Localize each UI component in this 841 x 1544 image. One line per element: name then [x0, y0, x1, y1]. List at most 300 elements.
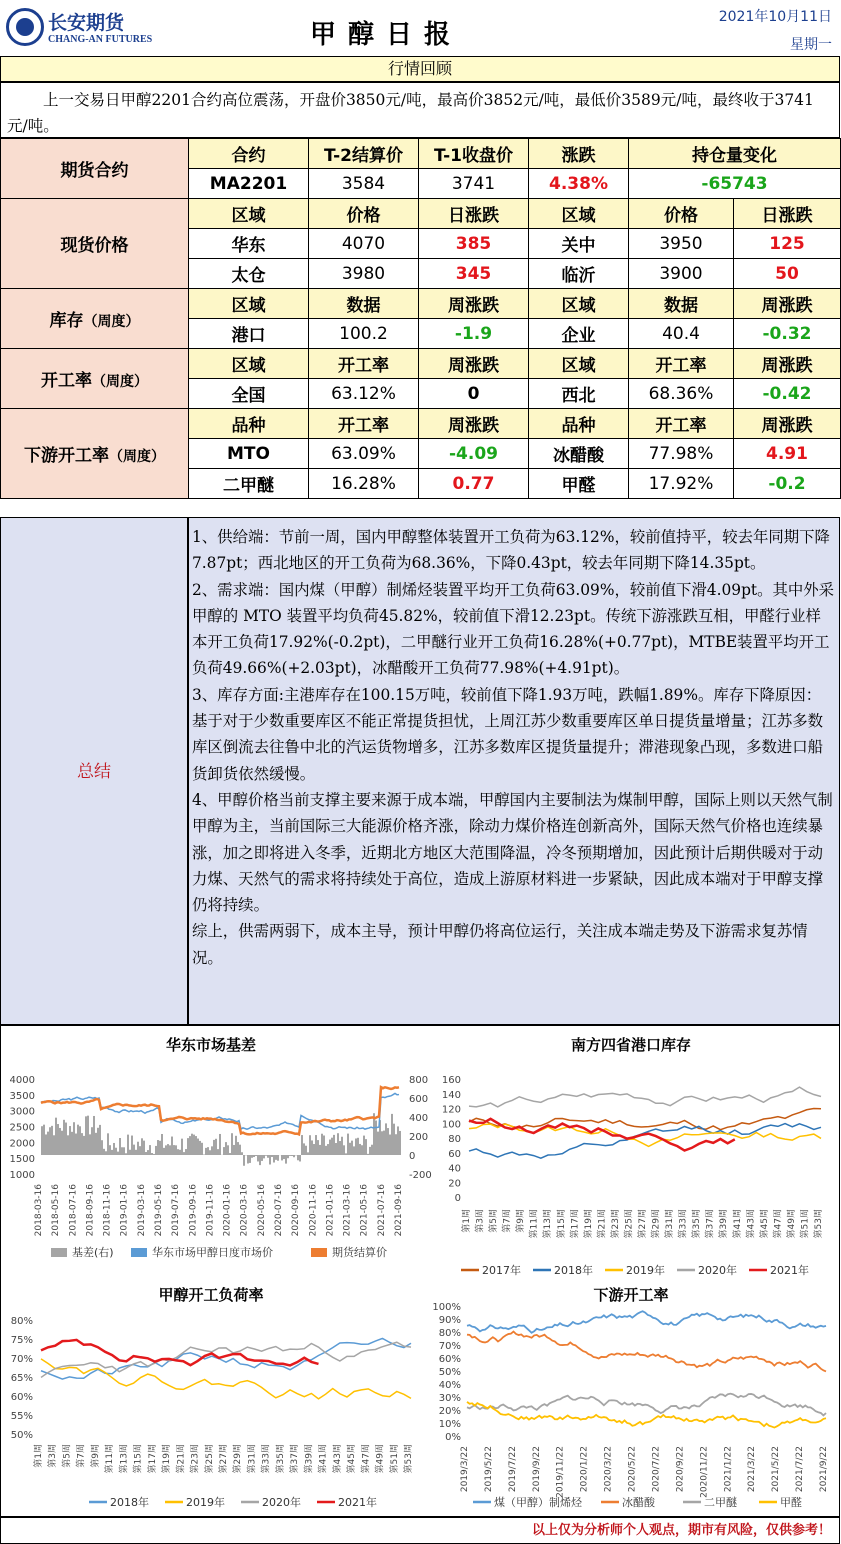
- basis-bar: [213, 1140, 215, 1155]
- basis-bar: [287, 1155, 289, 1158]
- futures-h-oi: 持仓量变化: [629, 139, 841, 169]
- legend-swatch: [311, 1248, 327, 1257]
- y-tick-label: 10%: [438, 1419, 461, 1430]
- basis-bar: [123, 1147, 125, 1155]
- x-tick-label: 第19周: [162, 1444, 173, 1474]
- x-tick-label: 2019-07-16: [171, 1184, 182, 1237]
- basis-bar: [309, 1135, 311, 1155]
- basis-bar: [141, 1138, 143, 1155]
- basis-bar: [313, 1144, 315, 1155]
- x-tick-label: 第29周: [651, 1209, 662, 1239]
- y-tick-label: 40: [448, 1163, 461, 1175]
- y2-tick-label: 400: [409, 1113, 429, 1124]
- x-tick-label: 2019-05-16: [154, 1184, 164, 1237]
- operating-period: （周度）: [92, 374, 148, 390]
- x-tick-label: 2021/9/22: [819, 1446, 829, 1493]
- basis-bar: [165, 1145, 167, 1155]
- ds-h-change2: 周涨跌: [734, 409, 841, 439]
- x-tick-label: 第3周: [475, 1209, 486, 1233]
- x-tick-label: 第23周: [610, 1209, 621, 1239]
- futures-label: 期货合约: [1, 139, 189, 199]
- x-tick-label: 2020-05-16: [256, 1184, 267, 1237]
- market-review-text: 上一交易日甲醇2201合约高位震荡，开盘价3850元/吨，最高价3852元/吨，最低价3589元/吨，最终收于3741元/吨。: [0, 82, 840, 138]
- basis-bar: [111, 1150, 113, 1155]
- x-tick-label: 第47周: [773, 1209, 784, 1239]
- basis-bar: [329, 1140, 331, 1155]
- basis-bar: [203, 1154, 205, 1155]
- x-tick-label: 第33周: [678, 1209, 689, 1239]
- spot-h-change: 日涨跌: [419, 199, 529, 229]
- basis-bar: [53, 1135, 55, 1155]
- ds-rate: 77.98%: [629, 439, 734, 469]
- basis-bar: [91, 1127, 93, 1155]
- basis-bar: [293, 1155, 295, 1157]
- basis-bar: [341, 1137, 343, 1155]
- inv-h-change2: 周涨跌: [734, 289, 841, 319]
- basis-bar: [137, 1142, 139, 1155]
- basis-bar: [173, 1145, 175, 1155]
- basis-bar: [197, 1139, 199, 1155]
- spot-change: 50: [734, 259, 841, 289]
- data-table: [0, 138, 841, 499]
- basis-bar: [95, 1133, 97, 1155]
- x-tick-label: 第43周: [332, 1444, 343, 1474]
- y-tick-label: 20%: [438, 1406, 461, 1417]
- basis-bar: [323, 1136, 325, 1155]
- basis-bar: [211, 1146, 213, 1155]
- chart-downstream-rate: [421, 1284, 841, 1514]
- spot-region: 临沂: [529, 259, 629, 289]
- basis-bar: [93, 1116, 95, 1155]
- op-h-region: 区域: [189, 349, 309, 379]
- report-weekday: 星期一: [790, 37, 832, 53]
- x-tick-label: 第25周: [204, 1444, 215, 1474]
- basis-bar: [353, 1146, 355, 1155]
- basis-bar: [235, 1136, 237, 1155]
- basis-bar: [249, 1155, 251, 1163]
- downstream-period: （周度）: [109, 449, 165, 465]
- series-line-3: [469, 1087, 821, 1107]
- basis-bar: [81, 1133, 83, 1155]
- x-tick-label: 2021-09-16: [394, 1184, 404, 1237]
- basis-bar: [307, 1152, 309, 1155]
- basis-bar: [227, 1145, 229, 1155]
- ds-kind: 甲醛: [529, 469, 629, 499]
- x-tick-label: 第7周: [502, 1209, 513, 1233]
- basis-bar: [181, 1139, 183, 1155]
- basis-bar: [305, 1146, 307, 1155]
- x-tick-label: 2021-03-16: [342, 1184, 353, 1237]
- inv-h-region: 区域: [189, 289, 309, 319]
- ds-change: -4.09: [419, 439, 529, 469]
- x-tick-label: 2019/3/22: [460, 1446, 470, 1493]
- inventory-period: （周度）: [83, 314, 140, 330]
- basis-bar: [77, 1125, 79, 1155]
- report-header: [0, 0, 840, 56]
- x-tick-label: 第11周: [529, 1209, 540, 1239]
- basis-bar: [325, 1146, 327, 1155]
- y-tick-label: 2000: [9, 1138, 35, 1150]
- basis-bar: [303, 1143, 305, 1155]
- series-line-0: [467, 1311, 826, 1333]
- basis-bar: [151, 1153, 153, 1155]
- chart-svg: [421, 1034, 841, 1277]
- basis-bar: [237, 1142, 239, 1155]
- legend-label: 2019年: [186, 1496, 225, 1509]
- x-tick-label: 第13周: [543, 1209, 554, 1239]
- report-date: 2021年10月11日: [718, 9, 832, 25]
- x-tick-label: 2020/11/22: [699, 1446, 710, 1498]
- futures-change: 4.38%: [529, 169, 629, 199]
- basis-bar: [383, 1131, 385, 1155]
- operating-label-text: 开工率: [41, 371, 92, 391]
- y-tick-label: 55%: [10, 1411, 33, 1422]
- x-tick-label: 2020-07-16: [274, 1184, 284, 1237]
- op-rate: 68.36%: [629, 379, 734, 409]
- x-tick-label: 2021-05-16: [359, 1184, 370, 1237]
- basis-bar: [47, 1132, 49, 1155]
- x-tick-label: 第15周: [556, 1209, 567, 1239]
- x-tick-label: 第49周: [375, 1444, 386, 1474]
- futures-settle: 3584: [309, 169, 419, 199]
- op-h-region2: 区域: [529, 349, 629, 379]
- spot-label: 现货价格: [1, 199, 189, 289]
- basis-bar: [253, 1155, 255, 1157]
- basis-bar: [275, 1155, 277, 1160]
- basis-bar: [189, 1136, 191, 1155]
- basis-bar: [217, 1149, 219, 1155]
- spot-price: 3900: [629, 259, 734, 289]
- basis-bar: [89, 1134, 91, 1155]
- basis-bar: [103, 1149, 105, 1155]
- spot-price: 3980: [309, 259, 419, 289]
- basis-bar: [215, 1139, 217, 1155]
- x-tick-label: 第5周: [489, 1209, 500, 1233]
- basis-bar: [357, 1138, 359, 1155]
- x-tick-label: 2021-01-16: [325, 1184, 336, 1237]
- basis-bar: [239, 1145, 241, 1155]
- spot-h-price2: 价格: [629, 199, 734, 229]
- basis-bar: [355, 1138, 357, 1155]
- legend-label: 基差(右): [72, 1246, 114, 1259]
- chart-title: 华东市场基差: [165, 1036, 256, 1054]
- x-tick-label: 2019-01-16: [119, 1184, 130, 1237]
- chang-an-logo-icon: [6, 8, 44, 46]
- chart-port-inventory: [421, 1034, 841, 1277]
- basis-bar: [135, 1150, 137, 1155]
- x-tick-label: 2018-07-16: [68, 1184, 79, 1237]
- basis-bar: [153, 1154, 155, 1155]
- inventory-label-text: 库存: [49, 311, 84, 331]
- basis-bar: [321, 1134, 323, 1155]
- basis-bar: [335, 1143, 337, 1155]
- basis-bar: [169, 1145, 171, 1155]
- series-line-0: [41, 1338, 411, 1379]
- series-line-2: [467, 1394, 826, 1416]
- futures-h-change: 涨跌: [529, 139, 629, 169]
- summary-p5: 综上，供需两弱下，成本主导，预计甲醇仍将高位运行，关注成本端走势及下游需求复苏情况。: [192, 922, 808, 967]
- basis-bar: [117, 1152, 119, 1155]
- spot-region: 华东: [189, 229, 309, 259]
- basis-bar: [369, 1147, 371, 1155]
- basis-bar: [71, 1132, 73, 1155]
- brand-name-en: CHANG-AN FUTURES: [48, 34, 153, 45]
- x-tick-label: 第31周: [247, 1444, 258, 1474]
- inv-h-data2: 数据: [629, 289, 734, 319]
- basis-bar: [83, 1136, 85, 1155]
- y-tick-label: 4000: [9, 1075, 35, 1086]
- basis-bar: [79, 1126, 81, 1155]
- basis-bar: [233, 1145, 235, 1155]
- x-tick-label: 2019-11-16: [205, 1184, 216, 1237]
- legend-swatch: [131, 1248, 147, 1257]
- x-tick-label: 2021-07-16: [376, 1184, 387, 1237]
- basis-bar: [129, 1150, 131, 1155]
- spot-change: 345: [419, 259, 529, 289]
- y-tick-label: 2500: [9, 1122, 35, 1134]
- basis-bar: [299, 1155, 301, 1161]
- chart-svg: [421, 1284, 841, 1514]
- basis-bar: [179, 1150, 181, 1155]
- series-line-1: [41, 1359, 411, 1399]
- x-tick-label: 第43周: [746, 1209, 757, 1239]
- y-tick-label: 50%: [438, 1367, 461, 1378]
- basis-bar: [99, 1125, 101, 1155]
- basis-bar: [63, 1120, 65, 1155]
- y-tick-label: 80%: [438, 1328, 461, 1339]
- basis-bar: [59, 1128, 61, 1155]
- chart-title: 下游开工率: [593, 1286, 669, 1304]
- basis-bar: [317, 1140, 319, 1155]
- basis-bar: [247, 1155, 249, 1163]
- y-tick-label: 30%: [438, 1393, 461, 1404]
- basis-bar: [161, 1134, 163, 1155]
- basis-bar: [115, 1148, 117, 1155]
- series-line-3: [41, 1340, 319, 1366]
- basis-bar: [347, 1134, 349, 1155]
- disclaimer: 以上仅为分析师个人观点，期市有风险，仅供参考！: [0, 1517, 840, 1544]
- x-tick-label: 第37周: [290, 1444, 301, 1474]
- x-tick-label: 第9周: [516, 1209, 527, 1233]
- basis-bar: [159, 1141, 161, 1155]
- op-rate: 63.12%: [309, 379, 419, 409]
- basis-bar: [251, 1155, 253, 1158]
- basis-bar: [377, 1132, 379, 1155]
- basis-bar: [291, 1155, 293, 1156]
- basis-bar: [363, 1136, 365, 1155]
- chart-east-china-basis: [1, 1034, 432, 1274]
- basis-bar: [243, 1155, 245, 1166]
- futures-close: 3741: [419, 169, 529, 199]
- y-tick-label: 3000: [9, 1106, 35, 1118]
- basis-bar: [171, 1137, 173, 1155]
- x-tick-label: 第17周: [147, 1444, 158, 1474]
- legend-label: 2021年: [770, 1264, 809, 1277]
- op-change: 0: [419, 379, 529, 409]
- basis-bar: [105, 1151, 107, 1155]
- x-tick-label: 第25周: [624, 1209, 635, 1239]
- basis-bar: [297, 1155, 299, 1160]
- x-tick-label: 2019/11/22: [555, 1446, 566, 1498]
- basis-bar: [57, 1124, 59, 1155]
- x-tick-label: 第49周: [786, 1209, 797, 1239]
- y-tick-label: 70%: [438, 1341, 461, 1352]
- basis-bar: [85, 1116, 87, 1155]
- x-tick-label: 第21周: [597, 1209, 608, 1239]
- x-tick-label: 2020/9/22: [675, 1446, 686, 1493]
- basis-bar: [193, 1135, 195, 1155]
- report-title: 甲醇日报: [310, 20, 463, 50]
- y2-tick-label: 800: [409, 1075, 429, 1086]
- basis-bar: [395, 1134, 397, 1155]
- inv-data: 100.2: [309, 319, 419, 349]
- basis-bar: [199, 1141, 201, 1155]
- x-tick-label: 第41周: [732, 1209, 743, 1239]
- x-tick-label: 第47周: [361, 1444, 372, 1474]
- x-tick-label: 2019/7/22: [507, 1446, 518, 1493]
- basis-bar: [385, 1123, 387, 1155]
- basis-bar: [263, 1155, 265, 1158]
- basis-bar: [131, 1136, 133, 1155]
- basis-bar: [205, 1148, 207, 1155]
- y2-tick-label: 600: [409, 1094, 429, 1105]
- basis-bar: [389, 1135, 391, 1155]
- basis-bar: [331, 1138, 333, 1155]
- y-tick-label: 60%: [10, 1392, 33, 1403]
- basis-bar: [375, 1121, 377, 1155]
- basis-bar: [207, 1147, 209, 1155]
- legend-label: 冰醋酸: [622, 1496, 655, 1509]
- x-tick-label: 2020-03-16: [239, 1184, 250, 1237]
- basis-bar: [209, 1150, 211, 1155]
- basis-bar: [387, 1128, 389, 1155]
- basis-bar: [289, 1155, 291, 1156]
- x-tick-label: 第5周: [62, 1444, 73, 1468]
- section-title: 行情回顾: [0, 56, 840, 82]
- x-tick-label: 2020/1/22: [579, 1446, 590, 1493]
- legend-label: 2020年: [262, 1496, 301, 1509]
- basis-bar: [255, 1155, 257, 1156]
- basis-bar: [113, 1143, 115, 1155]
- inv-region: 港口: [189, 319, 309, 349]
- basis-bar: [149, 1145, 151, 1155]
- basis-bar: [143, 1141, 145, 1155]
- basis-bar: [147, 1150, 149, 1155]
- op-h-change: 周涨跌: [419, 349, 529, 379]
- basis-bar: [101, 1140, 103, 1155]
- spot-h-change2: 日涨跌: [734, 199, 841, 229]
- ds-kind: MTO: [189, 439, 309, 469]
- basis-bar: [119, 1138, 121, 1155]
- basis-bar: [351, 1141, 353, 1155]
- basis-bar: [67, 1135, 69, 1155]
- ds-rate: 16.28%: [309, 469, 419, 499]
- legend-label: 期货结算价: [332, 1246, 387, 1259]
- x-tick-label: 第39周: [304, 1444, 315, 1474]
- y-tick-label: 60: [448, 1148, 461, 1160]
- chart-svg: [1, 1284, 421, 1514]
- y2-tick-label: -200: [409, 1170, 432, 1181]
- spot-price: 4070: [309, 229, 419, 259]
- basis-bar: [319, 1145, 321, 1155]
- basis-bar: [365, 1139, 367, 1155]
- y-tick-label: 20: [448, 1178, 461, 1190]
- summary-label: 总结: [0, 517, 188, 1025]
- y2-tick-label: 0: [409, 1151, 416, 1162]
- summary-p3: 3、库存方面:主港库存在100.15万吨，较前值下降1.93万吨，跌幅1.89%。库存下降原因：基于对于少数重要库区不能正常提货担忧，上周江苏少数重要库区单日提货量增量；江苏多数库区倒流去往鲁中北的汽运货物增多，江苏多数库区提货量提升；滞港现象凸现，多数进口船货卸货依然缓慢。: [192, 685, 824, 783]
- x-tick-label: 第53周: [814, 1209, 824, 1239]
- basis-bar: [125, 1153, 127, 1155]
- basis-bar: [367, 1154, 369, 1155]
- x-tick-label: 2018-11-16: [102, 1184, 113, 1237]
- ds-h-change: 周涨跌: [419, 409, 529, 439]
- basis-bar: [175, 1145, 177, 1155]
- basis-bar: [107, 1133, 109, 1155]
- charts-panel: [0, 1025, 840, 1517]
- x-tick-label: 2020/3/22: [603, 1446, 614, 1493]
- basis-bar: [195, 1136, 197, 1155]
- basis-bar: [311, 1140, 313, 1155]
- x-tick-label: 2019/5/22: [483, 1446, 494, 1493]
- chart-svg: [1, 1034, 432, 1274]
- y-tick-label: 100%: [432, 1302, 461, 1313]
- basis-bar: [273, 1155, 275, 1162]
- x-tick-label: 第51周: [800, 1209, 811, 1239]
- inv-region: 企业: [529, 319, 629, 349]
- basis-bar: [333, 1135, 335, 1155]
- op-h-rate: 开工率: [309, 349, 419, 379]
- y-tick-label: 50%: [10, 1430, 33, 1441]
- basis-bar: [267, 1155, 269, 1158]
- x-tick-label: 2019-03-16: [136, 1184, 147, 1237]
- basis-bar: [45, 1134, 47, 1155]
- y-tick-label: 80%: [10, 1316, 33, 1327]
- x-tick-label: 2021/5/22: [771, 1446, 782, 1493]
- ds-rate: 63.09%: [309, 439, 419, 469]
- legend-label: 2020年: [698, 1264, 737, 1277]
- x-tick-label: 第21周: [176, 1444, 187, 1474]
- y2-tick-label: 200: [409, 1132, 429, 1143]
- x-tick-label: 第27周: [638, 1209, 648, 1239]
- basis-bar: [43, 1125, 45, 1155]
- legend-label: 煤（甲醇）制烯烃: [494, 1496, 582, 1509]
- op-h-rate2: 开工率: [629, 349, 734, 379]
- x-tick-label: 2018-03-16: [34, 1184, 44, 1237]
- basis-bar: [399, 1131, 401, 1155]
- x-tick-label: 2018-05-16: [51, 1184, 62, 1237]
- legend-label: 2021年: [338, 1496, 377, 1509]
- x-tick-label: 2021/7/22: [795, 1446, 806, 1493]
- basis-bar: [69, 1126, 71, 1155]
- y-tick-label: 80: [448, 1134, 461, 1145]
- legend-label: 2018年: [110, 1496, 149, 1509]
- chart-title: 南方四省港口库存: [570, 1036, 691, 1054]
- basis-bar: [259, 1155, 261, 1165]
- y-tick-label: 140: [441, 1089, 461, 1101]
- basis-bar: [349, 1143, 351, 1155]
- x-tick-label: 第37周: [705, 1209, 716, 1239]
- basis-bar: [241, 1152, 243, 1155]
- chart-title: 甲醇开工负荷率: [158, 1286, 264, 1304]
- basis-bar: [155, 1146, 157, 1155]
- legend-label: 2019年: [626, 1264, 665, 1277]
- basis-bar: [257, 1155, 259, 1161]
- x-tick-label: 第11周: [105, 1444, 116, 1474]
- y-tick-label: 1000: [9, 1170, 35, 1181]
- legend-label: 华东市场甲醇日度市场价: [152, 1246, 273, 1259]
- basis-bar: [283, 1155, 285, 1159]
- x-tick-label: 第53周: [404, 1444, 414, 1474]
